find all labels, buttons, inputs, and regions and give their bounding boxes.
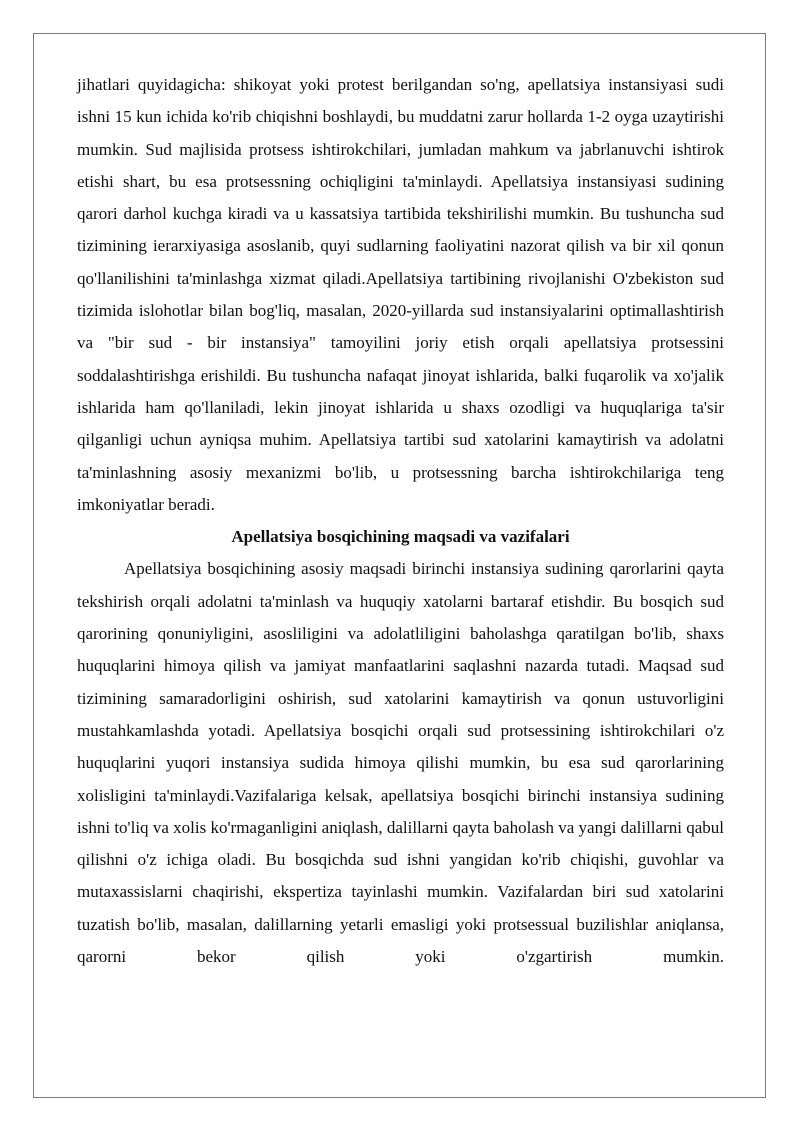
document-body [77, 69, 724, 973]
section-heading: Apellatsiya bosqichining maqsadi va vazifalari [231, 527, 570, 547]
paragraph-appeal-procedure: jihatlari quyidagicha: shikoyat yoki protest berilgandan so'ng, apellatsiya instansiyasi sudi ishni 15 kun ichida ko'rib chiqishni boshlaydi, bu muddatni zarur hollarda 1-2 oyga uzaytirishi mumkin. Sud majlisida protsess ishtirokchilari, jumladan mahkum va jabrlanuvchi ishtirok etishi shart, bu esa protsessning ochiqligini ta'minlaydi. Apellatsiya instansiyasi sudining qarori darhol kuchga kiradi va u kassatsiya tartibida tekshirilishi mumkin. Bu tushuncha sud tizimining ierarxiyasiga asoslanib, quyi sudlarning faoliyatini nazorat qilish va bir xil qonun qo'llanilishini ta'minlashga xizmat qiladi.Apellatsiya tartibining rivojlanishi O'zbekiston sud tizimida islohotlar bilan bog'liq, masalan, 2020-yillarda sud instansiyalarini optimallashtirish va "bir sud - bir instansiya" tamoyilini joriy etish orqali apellatsiya protsessini soddalashtirishga erishildi. Bu tushuncha nafaqat jinoyat ishlarida, balki fuqarolik va xo'jalik ishlarida ham qo'llaniladi, lekin jinoyat ishlarida u shaxs ozodligi va huquqlariga ta'sir qilganligi uchun ayniqsa muhim. Apellatsiya tartibi sud xatolarini kamaytirish va adolatni ta'minlashning asosiy mexanizmi bo'lib, u protsessning barcha ishtirokchilariga teng imkoniyatlar beradi. [77, 75, 724, 514]
paragraph-appeal-goals: Apellatsiya bosqichining asosiy maqsadi birinchi instansiya sudining qarorlarini qayta tekshirish orqali adolatni ta'minlash va huquqiy xatolarni bartaraf etishdir. Bu bosqich sud qarorining qonuniyligini, asosliligini va adolatliligini baholashga qaratilgan bo'lib, shaxs huquqlarini himoya qilish va jamiyat manfaatlarini saqlashni nazarda tutadi. Maqsad sud tizimining samaradorligini oshirish, sud xatolarini kamaytirish va qonun ustuvorligini mustahkamlashda yotadi. Apellatsiya bosqichi orqali sud protsessining ishtirokchilari o'z huquqlarini yuqori instansiya sudida himoya qilishi mumkin, bu esa sud qarorlarining xolisligini ta'minlaydi.Vazifalariga kelsak, apellatsiya bosqichi birinchi instansiya sudining ishni to'liq va xolis ko'rmaganligini aniqlash, dalillarni qayta baholash va yangi dalillarni qabul qilishni o'z ichiga oladi. Bu bosqichda sud ishni yangidan ko'rib chiqishi, guvohlar va mutaxassislarni chaqirishi, ekspertiza tayinlashi mumkin. Vazifalardan biri sud xatolarini tuzatish bo'lib, masalan, dalillarning yetarli emasligi yoki protsessual buzilishlar aniqlansa, qarorni bekor qilish yoki o'zgartirish mumkin. [77, 559, 724, 967]
